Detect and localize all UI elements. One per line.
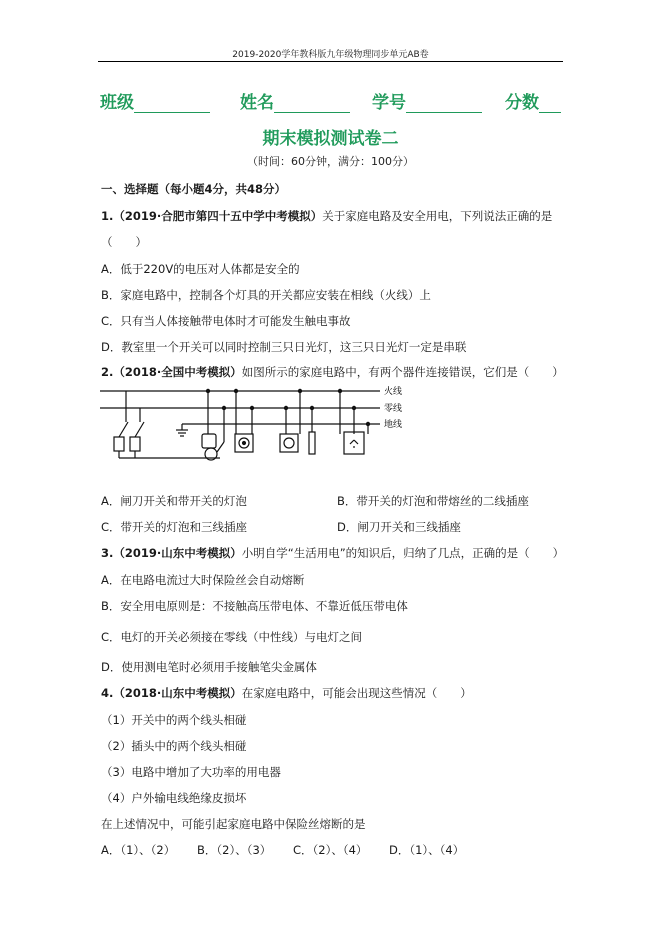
wire-label-neutral: 零线: [384, 404, 403, 414]
wire-label-live: 火线: [384, 387, 403, 397]
q1-stem: [101, 208, 552, 224]
q4-item-2: （2）插头中的两个线头相碰: [101, 739, 247, 753]
exam-title: 期末模拟测试卷二: [262, 129, 399, 149]
q2-option-c[interactable]: C．带开关的灯泡和三线插座: [101, 520, 248, 534]
q1-option-b[interactable]: B．家庭电路中，控制各个灯具的开关都应安装在相线（火线）上: [101, 288, 431, 302]
class-label: 班级: [100, 93, 134, 113]
q1-text: 关于家庭电路及安全用电，下列说法正确的是: [322, 209, 553, 223]
q4-option-d[interactable]: D．（1）、（4）: [389, 843, 465, 857]
q4-conclusion: 在上述情况中，可能引起家庭电路中保险丝熔断的是: [101, 817, 366, 831]
q4-text: 在家庭电路中，可能会出现这些情况（ ）: [241, 686, 472, 700]
q2-stem: [101, 364, 564, 380]
score-blank[interactable]: [539, 94, 561, 113]
name-field[interactable]: [240, 88, 350, 113]
id-label: 学号: [372, 93, 406, 113]
score-field[interactable]: [505, 88, 561, 113]
class-field[interactable]: [100, 88, 210, 113]
q3-option-d[interactable]: D．使用测电笔时必须用手接触笔尖金属体: [101, 660, 317, 674]
header-rule: [98, 61, 563, 62]
q2-option-d[interactable]: D．闸刀开关和三线插座: [337, 520, 461, 534]
q3-text: 小明自学“生活用电”的知识后，归纳了几点，正确的是（ ）: [241, 546, 565, 560]
q3-option-c[interactable]: C．电灯的开关必须接在零线（中性线）与电灯之间: [101, 630, 363, 644]
q4-option-c[interactable]: C．（2）、（4）: [293, 843, 368, 857]
score-label: 分数: [505, 93, 539, 113]
id-field[interactable]: [372, 88, 482, 113]
q2-text: 如图所示的家庭电路中，有两个器件连接错误，它们是（ ）: [241, 365, 564, 379]
q1-option-d[interactable]: D．教室里一个开关可以同时控制三只日光灯，这三只日光灯一定是串联: [101, 340, 467, 354]
section-heading: 一、选择题（每小题4分，共48分）: [101, 182, 287, 196]
q1-option-a[interactable]: A．低于220V的电压对人体都是安全的: [101, 262, 300, 276]
q1-option-c[interactable]: C．只有当人体接触带电体时才可能发生触电事故: [101, 314, 351, 328]
q3-source: 3.（2019·山东中考模拟）: [101, 546, 242, 560]
q3-option-a[interactable]: A．在电路电流过大时保险丝会自动熔断: [101, 573, 305, 587]
name-label: 姓名: [240, 93, 274, 113]
q2-option-a[interactable]: A．闸刀开关和带开关的灯泡: [101, 494, 247, 508]
exam-subtitle: （时间：60分钟，满分：100分）: [247, 155, 414, 168]
page-header: 2019-2020学年教科版九年级物理同步单元AB卷: [232, 50, 429, 60]
q2-source: 2.（2018·全国中考模拟）: [101, 365, 242, 379]
q1-source: 1.（2019·合肥市第四十五中学中考模拟）: [101, 209, 323, 223]
q4-item-3: （3）电路中增加了大功率的用电器: [101, 765, 281, 779]
household-circuit-diagram: [100, 382, 420, 482]
id-blank[interactable]: [406, 94, 482, 113]
q4-option-b[interactable]: B．（2）、（3）: [197, 843, 272, 857]
q4-option-a[interactable]: A．（1）、（2）: [101, 843, 176, 857]
student-info-row: [0, 88, 661, 112]
q3-stem: [101, 545, 564, 561]
q4-item-1: （1）开关中的两个线头相碰: [101, 713, 247, 727]
q4-source: 4.（2018·山东中考模拟）: [101, 686, 242, 700]
name-blank[interactable]: [274, 94, 350, 113]
q4-stem: [101, 685, 472, 701]
wire-label-ground: 地线: [384, 420, 403, 430]
q3-option-b[interactable]: B．安全用电原则是：不接触高压带电体、不靠近低压带电体: [101, 599, 408, 613]
q1-paren: （ ）: [101, 235, 147, 249]
q4-item-4: （4）户外输电线绝缘皮损坏: [101, 791, 247, 805]
class-blank[interactable]: [134, 94, 210, 113]
q2-option-b[interactable]: B．带开关的灯泡和带熔丝的二线插座: [337, 494, 529, 508]
